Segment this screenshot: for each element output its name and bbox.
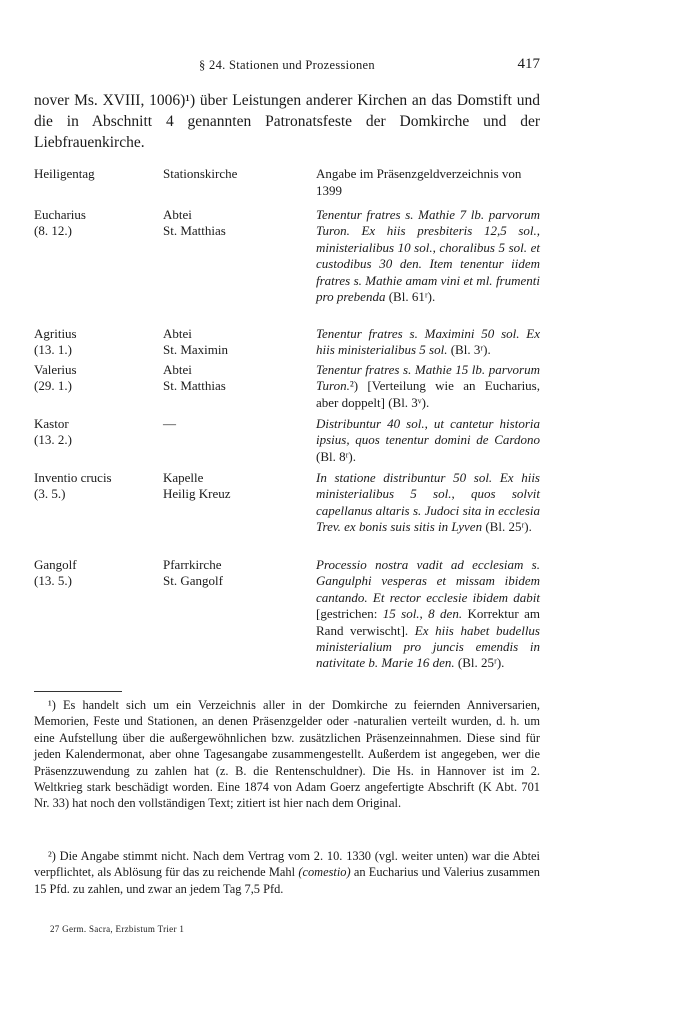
saint-cell	[34, 326, 159, 359]
entry-cell	[316, 362, 540, 411]
printer-signature: 27 Germ. Sacra, Erzbistum Trier 1	[50, 924, 185, 934]
church-name: St. Maximin	[163, 342, 229, 358]
header-saint-day: Heiligentag	[34, 166, 95, 181]
saint-date: (3. 5.)	[34, 486, 66, 502]
church-name: St. Matthias	[163, 223, 226, 239]
entry-latin: Tenentur fratres s. Mathie 7 lb. parvorum Turon. Ex hiis presbiteris 12,5 sol., ministerialibus 10 sol., choralibus 5 sol. et custodibus 30 den. Item tenentur iidem fratres s. Mathie amam vini et ml. frumenti pro prebenda	[316, 207, 540, 305]
footnote-2-part-a: ²) Die Angabe stimmt nicht. Nach dem Vertrag vom 2. 10. 1330 (vgl. weiter unten) war die Abtei verpflichtet, als Ablösung für das zu reichende Mahl	[34, 849, 540, 880]
entry-latin: In statione distribuntur 50 sol. Ex hiis ministerialibus 5 sol., quos solvit capellanus altaris s. Judoci sita in ecclesia Trev. ex bonis suis sitis in Lyven	[316, 470, 540, 535]
saint-name: Agritius	[34, 326, 77, 341]
church-name: Heilig Kreuz	[163, 486, 231, 502]
church-type: Abtei	[163, 207, 192, 222]
church-name: St. Gangolf	[163, 573, 223, 589]
saint-date: (29. 1.)	[34, 378, 72, 394]
saint-date: (13. 1.)	[34, 342, 72, 358]
saint-cell	[34, 470, 159, 503]
entry-note: ²) [Verteilung wie an Eucharius, aber doppelt] (Bl. 3ᵛ).	[316, 378, 540, 410]
entry-note: (Bl. 25ʳ).	[482, 519, 532, 535]
entry-cell	[316, 207, 540, 305]
church-type: Abtei	[163, 326, 192, 341]
saint-date: (13. 2.)	[34, 432, 72, 448]
entry-cell	[316, 416, 540, 465]
saint-name: Inventio crucis	[34, 470, 112, 485]
saint-cell	[34, 557, 159, 590]
church-name: St. Matthias	[163, 378, 226, 394]
entry-latin-struck: 15 sol., 8 den.	[382, 606, 463, 622]
intro-paragraph: nover Ms. XVIII, 1006)¹) über Leistungen anderer Kirchen an das Domstift und die in Abschnitt 4 genannten Patronatsfeste der Domkirche und der Liebfrauenkirche.	[34, 92, 540, 151]
church-type: Pfarrkirche	[163, 557, 222, 572]
header-station-church: Stationskirche	[163, 166, 238, 181]
church-cell	[163, 362, 313, 395]
entry-note: [gestrichen:	[316, 606, 383, 622]
church-type: —	[163, 416, 176, 431]
entry-latin: Tenentur fratres s. Maximini 50 sol. Ex hiis ministerialibus 5 sol.	[316, 326, 540, 358]
running-title: § 24. Stationen und Prozessionen	[199, 58, 375, 72]
entry-cell	[316, 326, 540, 359]
header-attendance-entry: Angabe im Präsenzgeldverzeichnis von 1399	[316, 166, 522, 198]
saint-name: Eucharius	[34, 207, 86, 222]
footnote-2-term: (comestio)	[298, 865, 351, 880]
entry-cell	[316, 470, 540, 536]
entry-latin-continued: Ex hiis habet budellus ministerialium pro juncis emendis in nativitate b. Marie 16 den.	[316, 622, 540, 671]
saint-date: (13. 5.)	[34, 573, 72, 589]
saint-cell	[34, 362, 159, 395]
entry-latin: Tenentur fratres s. Mathie 15 lb. parvorum Turon.	[316, 362, 540, 394]
saint-name: Kastor	[34, 416, 69, 431]
saint-cell	[34, 207, 159, 240]
footnote-2	[34, 848, 540, 897]
entry-note-correction: Korrektur am Rand verwischt].	[316, 606, 540, 638]
footnote-1	[34, 697, 540, 812]
entry-note: (Bl. 61ʳ).	[385, 289, 436, 305]
footnote-2-text	[34, 848, 540, 897]
saint-cell	[34, 416, 159, 449]
church-cell	[163, 207, 313, 240]
page-number: 417	[517, 56, 540, 72]
footnote-separator	[34, 691, 122, 692]
saint-name: Valerius	[34, 362, 77, 377]
saint-date: (8. 12.)	[34, 223, 72, 239]
footnote-1-text: ¹) Es handelt sich um ein Verzeichnis aller in der Domkirche zu feiernden Anniversarien, Memorien, Feste und Stationen, an denen Präsenzgelder oder -naturalien verteilt wurden, d. h. um eine Aufstellung über die außergewöhnlichen bzw. zusätzlichen Präsenzeinnahmen. Diese sind für jeden Kalendermonat, aber ohne Tagesangabe zusammengestellt. Außerdem ist angegeben, wer die Präsenzzuwendung zu zahlen hat (z. B. die Rentenschuldner). Die Hs. in Hannover ist im 2. Weltkrieg stark beschädigt worden. Eine 1874 von Adam Goerz angefertigte Abschrift (K Abt. 701 Nr. 33) hat noch den vollständigen Text; zitiert ist hier nach dem Original.	[34, 698, 540, 811]
church-cell	[163, 326, 313, 359]
entry-note: (Bl. 8ʳ).	[316, 448, 357, 464]
church-type: Abtei	[163, 362, 192, 377]
entry-cell	[316, 557, 540, 672]
saint-name: Gangolf	[34, 557, 77, 572]
church-cell	[163, 416, 313, 432]
entry-latin: Distribuntur 40 sol., ut cantetur historia ipsius, quos tenentur domini de Cardono	[316, 416, 540, 448]
church-cell	[163, 557, 313, 590]
entry-note-folio: (Bl. 25ʳ).	[454, 655, 505, 671]
footnote-2-part-c: an Eucharius und Valerius zusammen 15 Pfd. zu zahlen, und zwar an jedem Tag 7,5 Pfd.	[34, 865, 540, 896]
church-cell	[163, 470, 313, 503]
church-type: Kapelle	[163, 470, 204, 485]
entry-note: (Bl. 3ʳ).	[447, 342, 491, 358]
running-head	[34, 58, 540, 76]
entry-latin: Processio nostra vadit ad ecclesiam s. Gangulphi vesperas et missam ibidem cantando. Et rector ecclesie ibidem dabit	[316, 557, 540, 605]
